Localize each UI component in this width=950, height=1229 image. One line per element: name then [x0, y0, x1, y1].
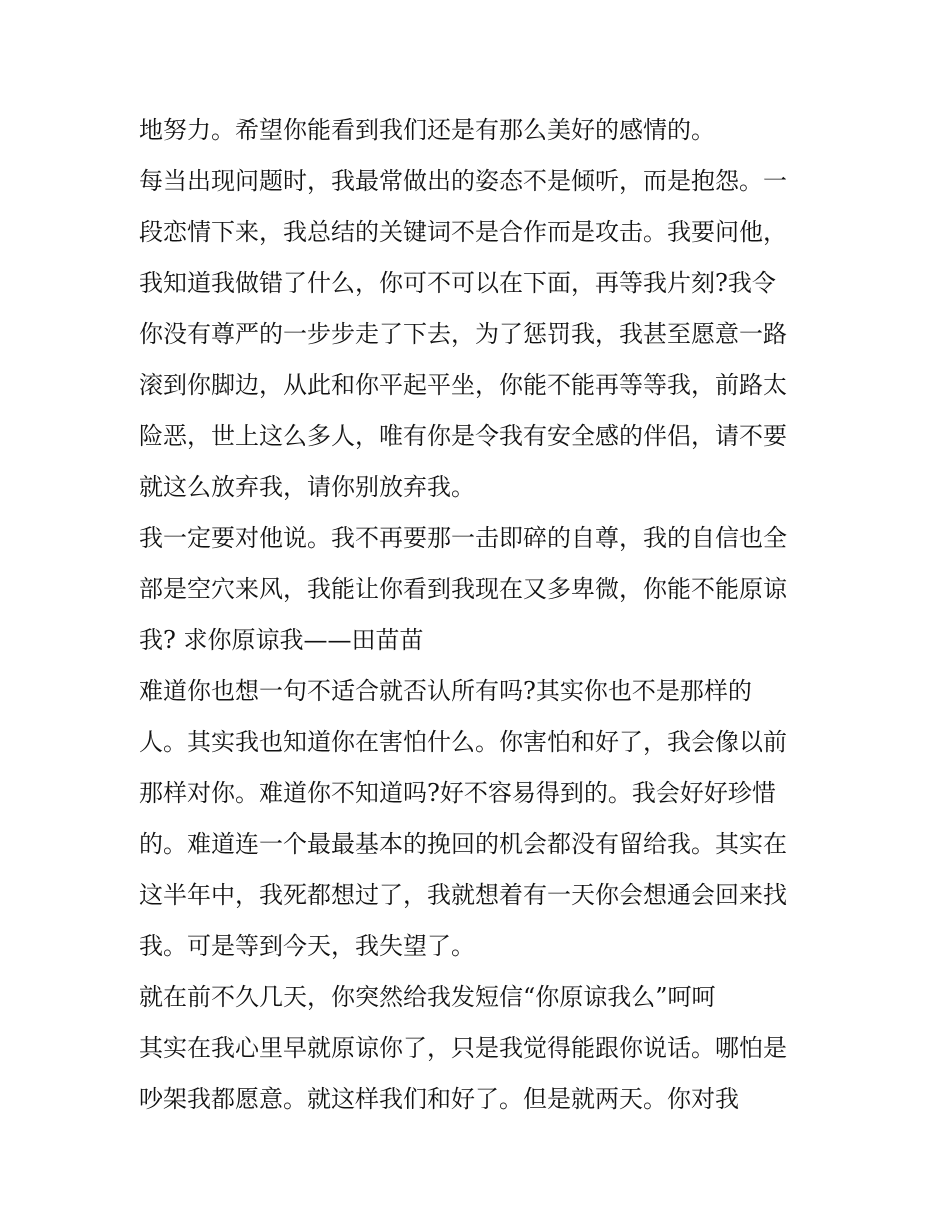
text-line: 我知道我做错了什么，你可不可以在下面，再等我片刻?我令 [139, 269, 776, 297]
text-line: 地努力。希望你能看到我们还是有那么美好的感情的。 [139, 116, 715, 144]
text-line: 我。可是等到今天，我失望了。 [139, 932, 475, 960]
text-line: 就这么放弃我，请你别放弃我。 [139, 473, 475, 501]
text-line: 我一定要对他说。我不再要那一击即碎的自尊，我的自信也全 [139, 524, 787, 552]
text-line: 滚到你脚边，从此和你平起平坐，你能不能再等等我，前路太 [139, 371, 787, 399]
text-line: 段恋情下来，我总结的关键词不是合作而是攻击。我要问他， [139, 218, 787, 246]
body-text [139, 108, 819, 1128]
text-line: 部是空穴来风，我能让你看到我现在又多卑微，你能不能原谅 [139, 575, 787, 603]
text-line: 险恶，世上这么多人，唯有你是令我有安全感的伴侣，请不要 [139, 422, 787, 450]
text-line: 吵架我都愿意。就这样我们和好了。但是就两天。你对我 [139, 1085, 739, 1113]
text-line: 就在前不久几天，你突然给我发短信“你原谅我么”呵呵 [139, 983, 716, 1011]
text-line: 难道你也想一句不适合就否认所有吗?其实你也不是那样的 [139, 677, 752, 705]
text-line: 人。其实我也知道你在害怕什么。你害怕和好了，我会像以前 [139, 728, 787, 756]
text-line: 的。难道连一个最最基本的挽回的机会都没有留给我。其实在 [139, 830, 787, 858]
text-line: 这半年中，我死都想过了，我就想着有一天你会想通会回来找 [139, 881, 787, 909]
text-line: 每当出现问题时，我最常做出的姿态不是倾听，而是抱怨。一 [139, 167, 787, 195]
text-line: 那样对你。难道你不知道吗?好不容易得到的。我会好好珍惜 [139, 779, 776, 807]
text-line: 其实在我心里早就原谅你了，只是我觉得能跟你说话。哪怕是 [139, 1034, 787, 1062]
text-line: 我? 求你原谅我——田苗苗 [139, 626, 424, 654]
text-line: 你没有尊严的一步步走了下去，为了惩罚我，我甚至愿意一路 [139, 320, 787, 348]
